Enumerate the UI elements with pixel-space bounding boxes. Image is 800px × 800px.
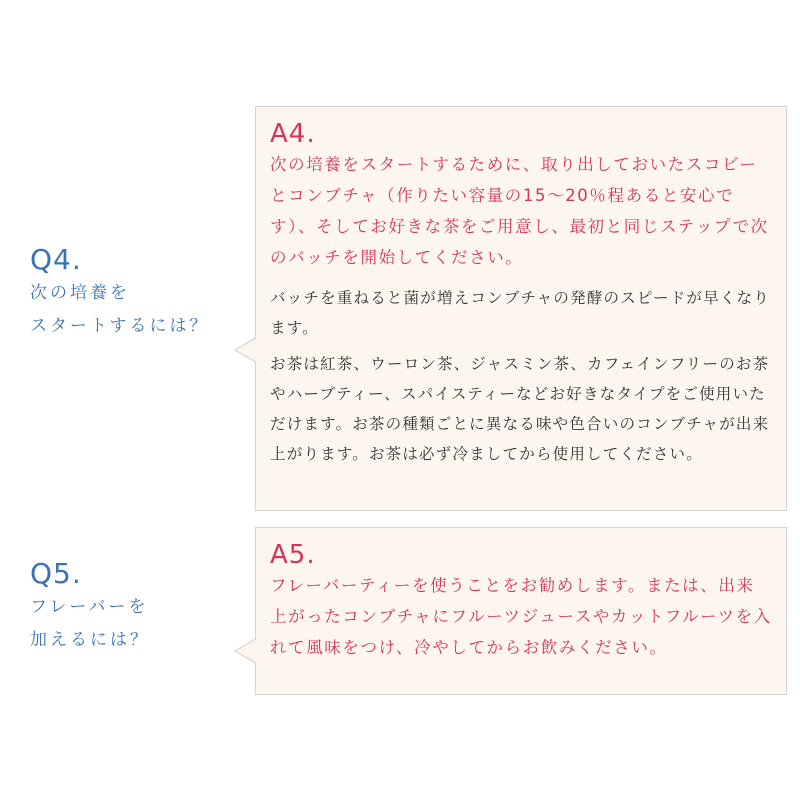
question-5-line-1: フレーバーを (30, 597, 149, 617)
question-5 (30, 558, 150, 656)
answer-5-number: A5. (270, 540, 316, 570)
question-5-number: Q5. (30, 557, 82, 590)
answer-5-bubble (255, 527, 787, 695)
question-4-number: Q4. (30, 243, 82, 276)
answer-4-paragraph-1: バッチを重ねると菌が増えコンブチャの発酵のスピードが早くなります。 (270, 289, 770, 337)
answer-4-highlight: 次の培養をスタートするために、取り出しておいたスコビーとコンブチャ（作りたい容量の15～20％程あると安心です）、そしてお好きな茶をご用意し、最初と同じステップで次のバッチを開始してください。 (270, 155, 769, 267)
answer-4-bubble (255, 106, 787, 511)
answer-4-number: A4. (270, 119, 316, 149)
answer-5-highlight: フレーバーティーを使うことをお勧めします。または、出来上がったコンブチャにフルーツジュースやカットフルーツを入れて風味をつけ、冷やしてからお飲みください。 (270, 576, 772, 657)
question-4 (30, 244, 210, 342)
answer-4-paragraph-2: お茶は紅茶、ウーロン茶、ジャスミン茶、カフェインフリーのお茶やハーブティー、スパイスティーなどお好きなタイプをご使用いただけます。お茶の種類ごとに異なる味や色合いのコンブチャが出来上がります。お茶は必ず冷ましてから使用してください。 (270, 355, 770, 463)
question-5-line-2: 加えるには？ (30, 630, 150, 650)
question-4-line-2: スタートするには？ (30, 316, 210, 336)
question-4-line-1: 次の培養を (30, 283, 130, 303)
